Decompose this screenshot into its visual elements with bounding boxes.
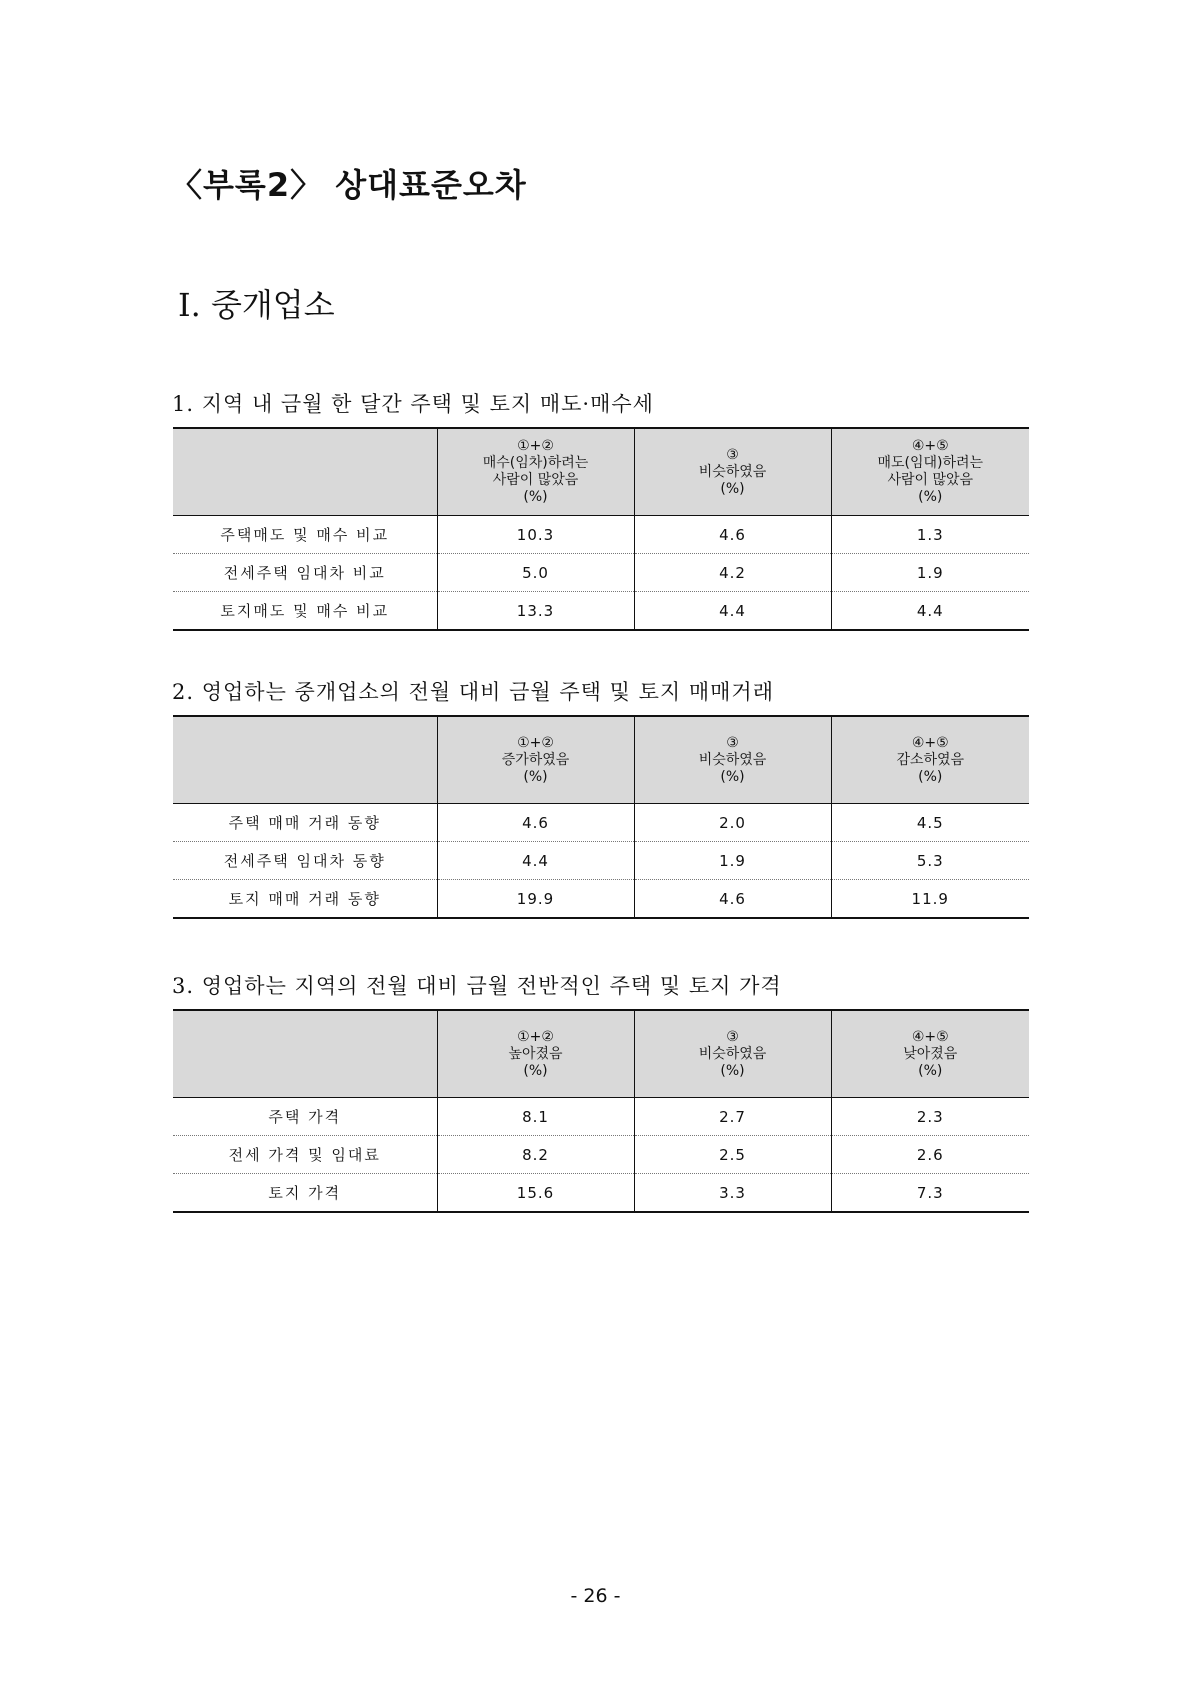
header-line: 감소하였음 — [896, 751, 965, 768]
row-label: 전세주택 임대차 비교 — [173, 554, 437, 592]
header-line: ①+② — [517, 1028, 554, 1045]
table-cell: 2.3 — [831, 1098, 1029, 1136]
section-title: Ⅰ. 중개업소 — [178, 286, 335, 324]
header-line: 높아졌음 — [508, 1045, 563, 1062]
table-row — [173, 1098, 1029, 1136]
header-cell — [831, 1010, 1029, 1098]
table-cell: 1.9 — [831, 554, 1029, 592]
header-line: 매수(임차)하려는 — [482, 455, 589, 471]
header-cell-blank — [173, 716, 437, 804]
table-3-title: 3. 영업하는 지역의 전월 대비 금월 전반적인 주택 및 토지 가격 — [172, 974, 782, 998]
header-line: (%) — [523, 489, 548, 505]
row-label: 주택 가격 — [173, 1098, 437, 1136]
table-row — [173, 804, 1029, 842]
table-2-title: 2. 영업하는 중개업소의 전월 대비 금월 주택 및 토지 매매거래 — [172, 680, 774, 704]
table-3 — [173, 1009, 1029, 1213]
table-cell: 1.3 — [831, 516, 1029, 554]
table-2 — [173, 715, 1029, 919]
table-header-row — [173, 428, 1029, 516]
table-cell: 3.3 — [634, 1174, 831, 1213]
table-row — [173, 516, 1029, 554]
table-cell: 11.9 — [831, 880, 1029, 919]
row-label: 전세주택 임대차 동향 — [173, 842, 437, 880]
table-cell: 4.4 — [634, 592, 831, 631]
table-cell: 19.9 — [437, 880, 634, 919]
header-line: (%) — [720, 1062, 745, 1079]
table-cell: 2.5 — [634, 1136, 831, 1174]
row-label: 주택 매매 거래 동향 — [173, 804, 437, 842]
table-cell: 4.2 — [634, 554, 831, 592]
header-cell — [634, 716, 831, 804]
header-line: 사람이 많았음 — [492, 472, 579, 488]
header-line: 비슷하였음 — [698, 1045, 767, 1062]
table-row — [173, 1174, 1029, 1213]
page-number: - 26 - — [570, 1585, 621, 1607]
table-cell: 5.3 — [831, 842, 1029, 880]
table-cell: 10.3 — [437, 516, 634, 554]
header-line: 사람이 많았음 — [887, 472, 974, 488]
header-cell — [437, 1010, 634, 1098]
table-cell: 4.6 — [437, 804, 634, 842]
table-1 — [173, 427, 1029, 631]
table-cell: 2.0 — [634, 804, 831, 842]
table-cell: 2.7 — [634, 1098, 831, 1136]
table-cell: 4.6 — [634, 880, 831, 919]
header-line: 매도(임대)하려는 — [877, 455, 984, 471]
table-cell: 4.6 — [634, 516, 831, 554]
table-row — [173, 842, 1029, 880]
header-line: ④+⑤ — [911, 438, 949, 454]
header-line: ③ — [726, 446, 739, 463]
table-row — [173, 592, 1029, 631]
table-header-row — [173, 716, 1029, 804]
header-line: ①+② — [517, 734, 554, 751]
header-line: (%) — [918, 1062, 943, 1079]
header-line: (%) — [918, 768, 943, 785]
row-label: 토지매도 및 매수 비교 — [173, 592, 437, 631]
header-cell — [634, 1010, 831, 1098]
header-line: (%) — [918, 489, 943, 505]
header-cell — [437, 428, 634, 516]
header-cell-blank — [173, 1010, 437, 1098]
table-row — [173, 554, 1029, 592]
table-header-row — [173, 1010, 1029, 1098]
table-1-title: 1. 지역 내 금월 한 달간 주택 및 토지 매도·매수세 — [172, 392, 654, 416]
header-cell — [831, 428, 1029, 516]
header-line: ③ — [726, 1028, 739, 1045]
header-line: ④+⑤ — [911, 1028, 949, 1045]
table-cell: 13.3 — [437, 592, 634, 631]
table-row — [173, 1136, 1029, 1174]
header-cell — [437, 716, 634, 804]
row-label: 주택매도 및 매수 비교 — [173, 516, 437, 554]
header-line: (%) — [720, 768, 745, 785]
header-line: ③ — [726, 734, 739, 751]
table-cell: 4.5 — [831, 804, 1029, 842]
header-line: 낮아졌음 — [903, 1045, 958, 1062]
table-cell: 8.2 — [437, 1136, 634, 1174]
table-cell: 4.4 — [831, 592, 1029, 631]
table-cell: 8.1 — [437, 1098, 634, 1136]
table-cell: 7.3 — [831, 1174, 1029, 1213]
header-line: (%) — [523, 768, 548, 785]
table-cell: 2.6 — [831, 1136, 1029, 1174]
header-line: ④+⑤ — [911, 734, 949, 751]
table-row — [173, 880, 1029, 919]
header-line: 증가하였음 — [501, 751, 570, 768]
table-cell: 15.6 — [437, 1174, 634, 1213]
header-line: 비슷하였음 — [698, 463, 767, 480]
header-line: (%) — [720, 480, 745, 497]
table-cell: 5.0 — [437, 554, 634, 592]
table-cell: 1.9 — [634, 842, 831, 880]
document-title: 〈부록2〉 상대표준오차 — [170, 166, 527, 204]
header-cell — [831, 716, 1029, 804]
row-label: 전세 가격 및 임대료 — [173, 1136, 437, 1174]
header-cell-blank — [173, 428, 437, 516]
row-label: 토지 매매 거래 동향 — [173, 880, 437, 919]
row-label: 토지 가격 — [173, 1174, 437, 1213]
header-cell — [634, 428, 831, 516]
header-line: (%) — [523, 1062, 548, 1079]
header-line: ①+② — [517, 438, 554, 454]
header-line: 비슷하였음 — [698, 751, 767, 768]
table-cell: 4.4 — [437, 842, 634, 880]
